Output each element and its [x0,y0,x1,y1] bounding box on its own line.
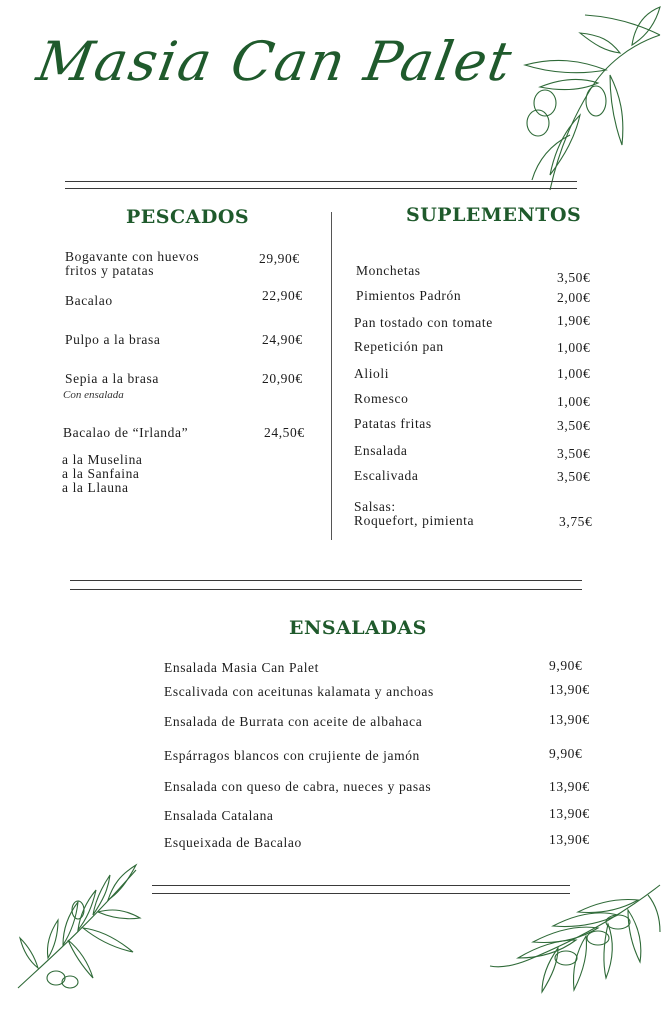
menu-item-price: 9,90€ [549,746,583,761]
menu-item-name: Ensalada con queso de cabra, nueces y pasas [164,779,432,794]
menu-item-price: 29,90€ [259,251,300,266]
menu-item-note: Con ensalada [63,389,124,401]
menu-item-price: 1,90€ [557,313,591,328]
menu-item-name: Esqueixada de Bacalao [164,835,302,850]
menu-option: a la Muselina [62,452,143,467]
restaurant-title: Masia Can Palet [32,30,518,93]
menu-item-name: Ensalada Catalana [164,808,274,823]
divider-top [65,181,577,182]
menu-item-name: fritos y patatas [65,263,155,278]
menu-item-price: 3,50€ [557,469,591,484]
menu-item-price: 3,50€ [557,270,591,285]
menu-item-price: 13,90€ [549,806,590,821]
menu-item-price: 9,90€ [549,658,583,673]
menu-option: a la Llauna [62,480,129,495]
menu-item-name: Alioli [354,366,390,381]
menu-item-name: Patatas fritas [354,416,432,431]
olive-branch-icon [8,860,143,995]
menu-item-price: 24,90€ [262,332,303,347]
menu-item-name: Bacalao de “Irlanda” [63,425,189,440]
menu-item-name: Romesco [354,391,409,406]
menu-item-name: Monchetas [356,263,421,278]
menu-item-price: 2,00€ [557,290,591,305]
menu-item-name: Pulpo a la brasa [65,332,161,347]
menu-item-name: Bogavante con huevos [65,249,200,264]
menu-item-name: Pan tostado con tomate [354,315,493,330]
menu-item-price: 13,90€ [549,712,590,727]
menu-item-price: 24,50€ [264,425,305,440]
menu-item-price: 3,50€ [557,446,591,461]
menu-item-name: Escalivada [354,468,419,483]
menu-item-price: 1,00€ [557,394,591,409]
menu-item-name: Ensalada [354,443,408,458]
menu-item-price: 13,90€ [549,682,590,697]
salsas-label: Salsas: [354,499,396,514]
divider-middle [70,580,582,581]
divider-middle-second [70,589,582,590]
section-heading-ensaladas: ENSALADAS [289,617,427,639]
olive-branch-icon [510,5,663,195]
menu-item-name: Repetición pan [354,339,444,354]
menu-item-price: 13,90€ [549,779,590,794]
menu-item-price: 13,90€ [549,832,590,847]
menu-option: a la Sanfaina [62,466,140,481]
divider-top-second [65,188,577,189]
section-heading-suplementos: SUPLEMENTOS [406,204,582,226]
section-heading-pescados: PESCADOS [126,206,250,228]
olive-branch-icon [488,880,663,1000]
menu-item-price: 22,90€ [262,288,303,303]
menu-item-price: 1,00€ [557,340,591,355]
menu-item-price: 3,75€ [559,514,593,529]
menu-item-name: Espárragos blancos con crujiente de jamón [164,748,420,763]
salsas-item: Roquefort, pimienta [354,513,475,528]
menu-item-name: Escalivada con aceitunas kalamata y anchoas [164,684,434,699]
menu-item-name: Bacalao [65,293,113,308]
column-divider [331,212,332,540]
menu-item-price: 3,50€ [557,418,591,433]
menu-item-name: Ensalada de Burrata con aceite de albahaca [164,714,423,729]
menu-item-price: 1,00€ [557,366,591,381]
menu-item-name: Ensalada Masia Can Palet [164,660,319,675]
menu-item-name: Sepia a la brasa [65,371,159,386]
menu-item-name: Pimientos Padrón [356,288,462,303]
menu-item-price: 20,90€ [262,371,303,386]
